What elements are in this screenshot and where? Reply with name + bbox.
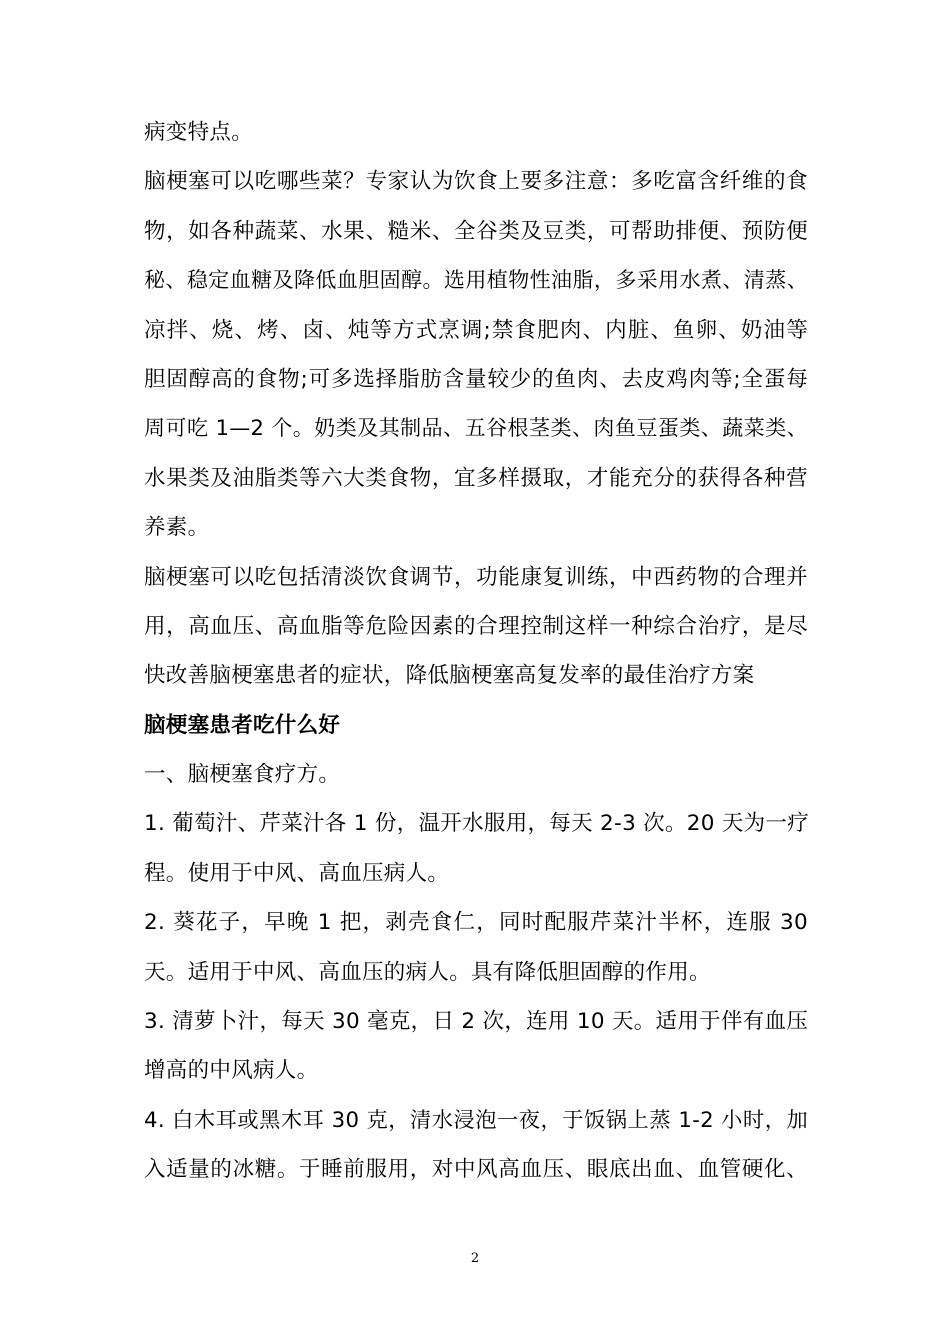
paragraph-line: 秘、稳定血糖及降低血胆固醇。选用植物性油脂，多采用水煮、清蒸、 [144,268,808,293]
list-item-line: 4. 白木耳或黑木耳 30 克，清水浸泡一夜，于饭锅上蒸 1-2 小时，加 [144,1107,808,1133]
section-heading: 脑梗塞患者吃什么好 [144,712,341,738]
paragraph-line: 凉拌、烧、烤、卤、炖等方式烹调;禁食肥肉、内脏、鱼卵、奶油等 [144,317,808,343]
list-item-line: 3. 清萝卜汁，每天 30 毫克，日 2 次，连用 10 天。适用于伴有血压 [144,1009,809,1035]
list-item-line: 程。使用于中风、高血压病人。 [144,860,450,886]
paragraph-line: 胆固醇高的食物;可多选择脂肪含量较少的鱼肉、去皮鸡肉等;全蛋每 [144,366,808,392]
list-item-line: 1. 葡萄汁、芹菜汁各 1 份，温开水服用，每天 2-3 次。20 天为一疗 [144,811,810,837]
paragraph-line: 快改善脑梗塞患者的症状，降低脑梗塞高复发率的最佳治疗方案 [144,663,755,689]
paragraph-line: 物，如各种蔬菜、水果、糙米、全谷类及豆类，可帮助排便、预防便 [144,218,808,244]
paragraph-line: 脑梗塞可以吃哪些菜？专家认为饮食上要多注意：多吃富含纤维的食 [144,169,808,195]
document-body [144,108,808,1195]
list-item-line: 天。适用于中风、高血压的病人。具有降低胆固醇的作用。 [144,959,711,985]
paragraph-line: 养素。 [144,515,210,541]
list-item-line: 入适量的冰糖。于睡前服用，对中风高血压、眼底出血、血管硬化、 [144,1157,808,1183]
subsection-heading: 一、脑梗塞食疗方。 [144,762,341,788]
paragraph-line: 病变特点。 [144,120,254,145]
paragraph-line: 用，高血压、高血脂等危险因素的合理控制这样一种综合治疗，是尽 [144,613,808,639]
paragraph-line: 水果类及油脂类等六大类食物，宜多样摄取，才能充分的获得各种营 [144,465,808,491]
paragraph-line: 脑梗塞可以吃包括清淡饮食调节，功能康复训练，中西药物的合理并 [144,564,808,590]
list-item-line: 2. 葵花子，早晚 1 把，剥壳食仁，同时配服芹菜汁半杯，连服 30 [144,910,808,936]
list-item-line: 增高的中风病人。 [144,1058,319,1084]
page-number: 2 [470,1251,480,1266]
paragraph-line: 周可吃 1—2 个。奶类及其制品、五谷根茎类、肉鱼豆蛋类、蔬菜类、 [144,416,808,441]
